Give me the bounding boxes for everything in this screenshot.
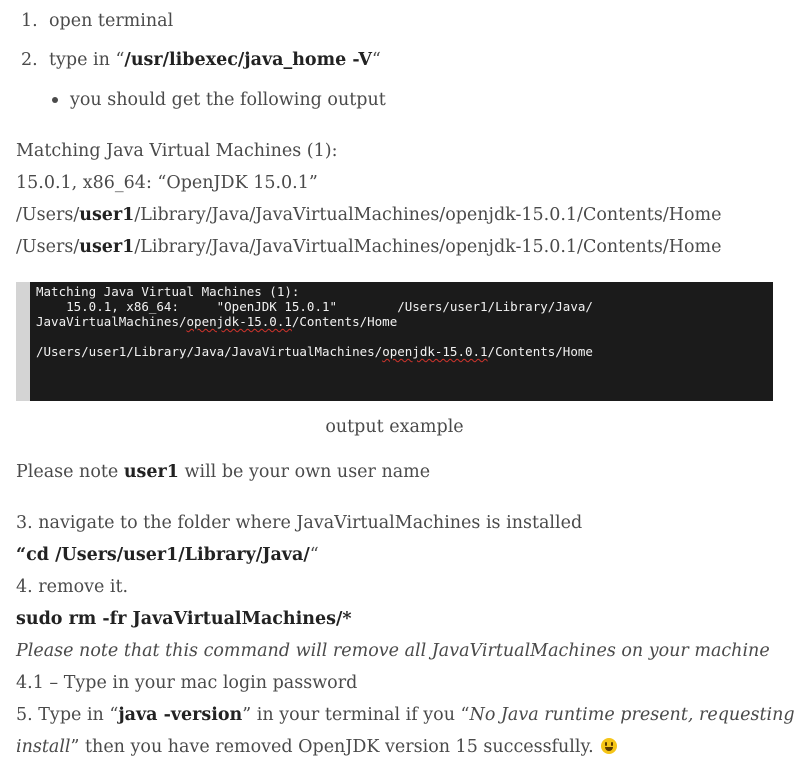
misspelled-word: openjdk-15.0.1 bbox=[382, 344, 488, 359]
cd-command bbox=[16, 543, 319, 567]
note-text: will be your own user name bbox=[178, 462, 431, 482]
step-text: ” in your terminal if you “ bbox=[242, 705, 470, 725]
command-java-home: /usr/libexec/java_home -V bbox=[124, 50, 372, 70]
terminal-line-4 bbox=[36, 344, 593, 359]
path-prefix: /Users/ bbox=[16, 237, 80, 257]
warning-text: Please note that this command will remove all JavaVirtualMachines on your machine bbox=[16, 641, 770, 661]
output-line-4 bbox=[16, 235, 721, 259]
output-line-1: Matching Java Virtual Machines (1): bbox=[16, 141, 338, 161]
step-4: 4. remove it. bbox=[16, 577, 129, 597]
step-number: 2. bbox=[21, 50, 38, 70]
output-line-3 bbox=[16, 203, 721, 227]
image-caption: output example bbox=[325, 417, 464, 437]
warning-note bbox=[16, 639, 770, 663]
bullet-item: you should get the following output bbox=[70, 90, 386, 110]
command-java-version: java -version bbox=[118, 705, 243, 725]
error-message: install bbox=[16, 737, 71, 757]
path-prefix: /Users/ bbox=[16, 205, 80, 225]
terminal-text: /Contents/Home bbox=[291, 314, 398, 329]
step-5-line-2 bbox=[16, 735, 617, 759]
step-2 bbox=[21, 48, 381, 72]
grinning-face-icon bbox=[601, 738, 617, 754]
step-3: 3. navigate to the folder where JavaVirtualMachines is installed bbox=[16, 513, 583, 533]
terminal-line-3 bbox=[36, 314, 397, 329]
terminal-text: /Users/user1/Library/Java/JavaVirtualMachines/ bbox=[36, 344, 383, 359]
quote: “ bbox=[16, 545, 27, 565]
step-text: 5. Type in “ bbox=[16, 705, 119, 725]
step-number: 1. bbox=[21, 11, 38, 31]
path-suffix: /Library/Java/JavaVirtualMachines/openjdk-15.0.1/Contents/Home bbox=[134, 237, 722, 257]
terminal-screenshot bbox=[16, 282, 773, 401]
terminal-text: JavaVirtualMachines/ bbox=[36, 314, 187, 329]
quote: “ bbox=[309, 545, 319, 565]
username-note bbox=[16, 460, 430, 484]
step-suffix: “ bbox=[371, 50, 381, 70]
step-text: open terminal bbox=[49, 11, 174, 31]
step-4-1: 4.1 – Type in your mac login password bbox=[16, 673, 358, 693]
error-message: No Java runtime present, requesting bbox=[469, 705, 795, 725]
step-1 bbox=[21, 9, 173, 33]
note-text: Please note bbox=[16, 462, 124, 482]
step-prefix: type in “ bbox=[49, 50, 125, 70]
path-suffix: /Library/Java/JavaVirtualMachines/openjdk-15.0.1/Contents/Home bbox=[134, 205, 722, 225]
command-rm: sudo rm -fr JavaVirtualMachines/* bbox=[16, 609, 352, 629]
step-text: ” then you have removed OpenJDK version 15 successfully. bbox=[70, 737, 594, 757]
terminal-line-1: Matching Java Virtual Machines (1): bbox=[36, 284, 300, 299]
username: user1 bbox=[79, 237, 135, 257]
username: user1 bbox=[123, 462, 179, 482]
terminal-text: /Contents/Home bbox=[487, 344, 593, 359]
bullet-icon bbox=[52, 97, 58, 103]
step-5-line-1 bbox=[16, 703, 795, 727]
output-line-2: 15.0.1, x86_64: “OpenJDK 15.0.1” bbox=[16, 173, 318, 193]
username: user1 bbox=[79, 205, 135, 225]
misspelled-word: openjdk-15.0.1 bbox=[186, 314, 292, 329]
terminal-line-2: 15.0.1, x86_64: "OpenJDK 15.0.1" /Users/user1/Library/Java/ bbox=[36, 299, 593, 314]
rm-command bbox=[16, 607, 352, 631]
command-cd: cd /Users/user1/Library/Java/ bbox=[26, 545, 310, 565]
